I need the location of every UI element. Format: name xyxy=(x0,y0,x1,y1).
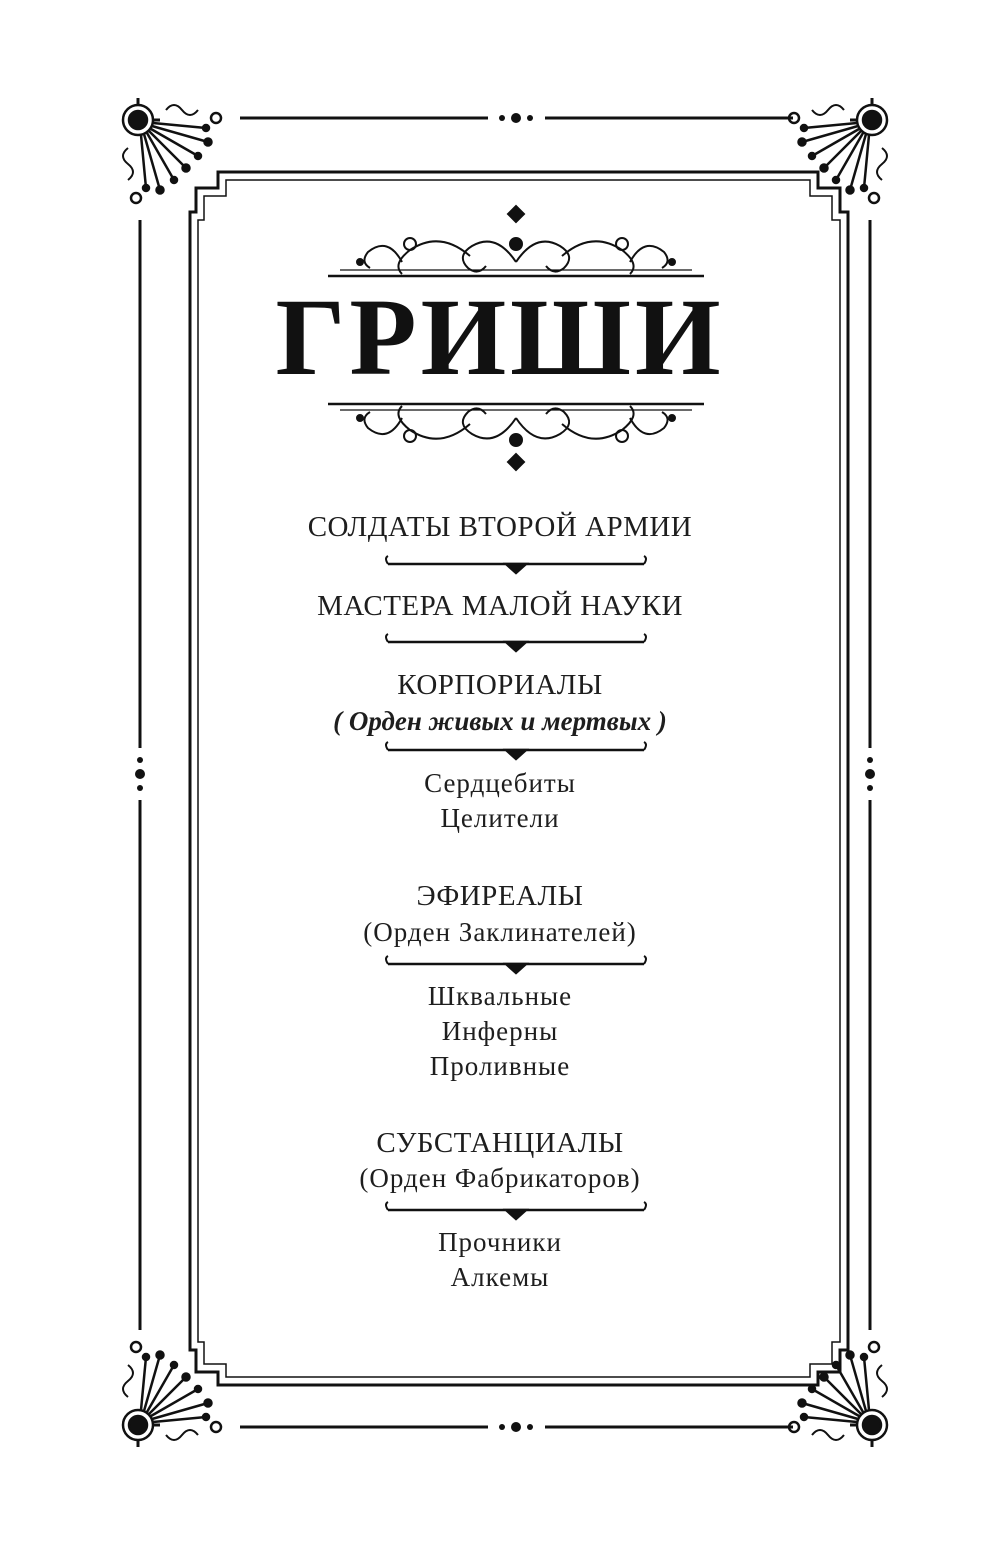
member-etherealki-3: Проливные xyxy=(429,1051,571,1081)
heading-etherealki: ЭФИРЕАЛЫ xyxy=(416,880,584,912)
member-corporalki-1: Сердцебиты xyxy=(424,768,576,798)
divider-5-icon xyxy=(386,1202,646,1219)
bottom-scroll-flourish-icon xyxy=(328,404,704,470)
divider-2-icon xyxy=(386,634,646,651)
member-etherealki-2: Инферны xyxy=(441,1016,559,1046)
order-corporalki: ( Орден живых и мертвых ) xyxy=(333,706,667,736)
sunburst-corner-bottom-left-icon xyxy=(123,1342,221,1447)
page-title: ГРИШИ xyxy=(275,276,725,398)
heading-soldiers: СОЛДАТЫ ВТОРОЙ АРМИИ xyxy=(307,511,693,543)
member-etherealki-1: Шквальные xyxy=(427,981,573,1011)
divider-1-icon xyxy=(386,556,646,573)
order-materialki: (Орден Фабрикаторов) xyxy=(359,1163,641,1193)
sunburst-corner-bottom-right-icon xyxy=(789,1342,887,1447)
member-materialki-2: Алкемы xyxy=(450,1262,550,1292)
order-etherealki: (Орден Заклинателей) xyxy=(363,917,637,947)
divider-4-icon xyxy=(386,956,646,973)
heading-masters: МАСТЕРА МАЛОЙ НАУКИ xyxy=(317,590,683,622)
heading-corporalki: КОРПОРИАЛЫ xyxy=(397,669,603,701)
member-materialki-1: Прочники xyxy=(438,1227,562,1257)
heading-materialki: СУБСТАНЦИАЛЫ xyxy=(376,1127,624,1159)
member-corporalki-2: Целители xyxy=(440,803,560,833)
top-scroll-flourish-icon xyxy=(328,206,704,276)
divider-3-icon xyxy=(386,742,646,759)
